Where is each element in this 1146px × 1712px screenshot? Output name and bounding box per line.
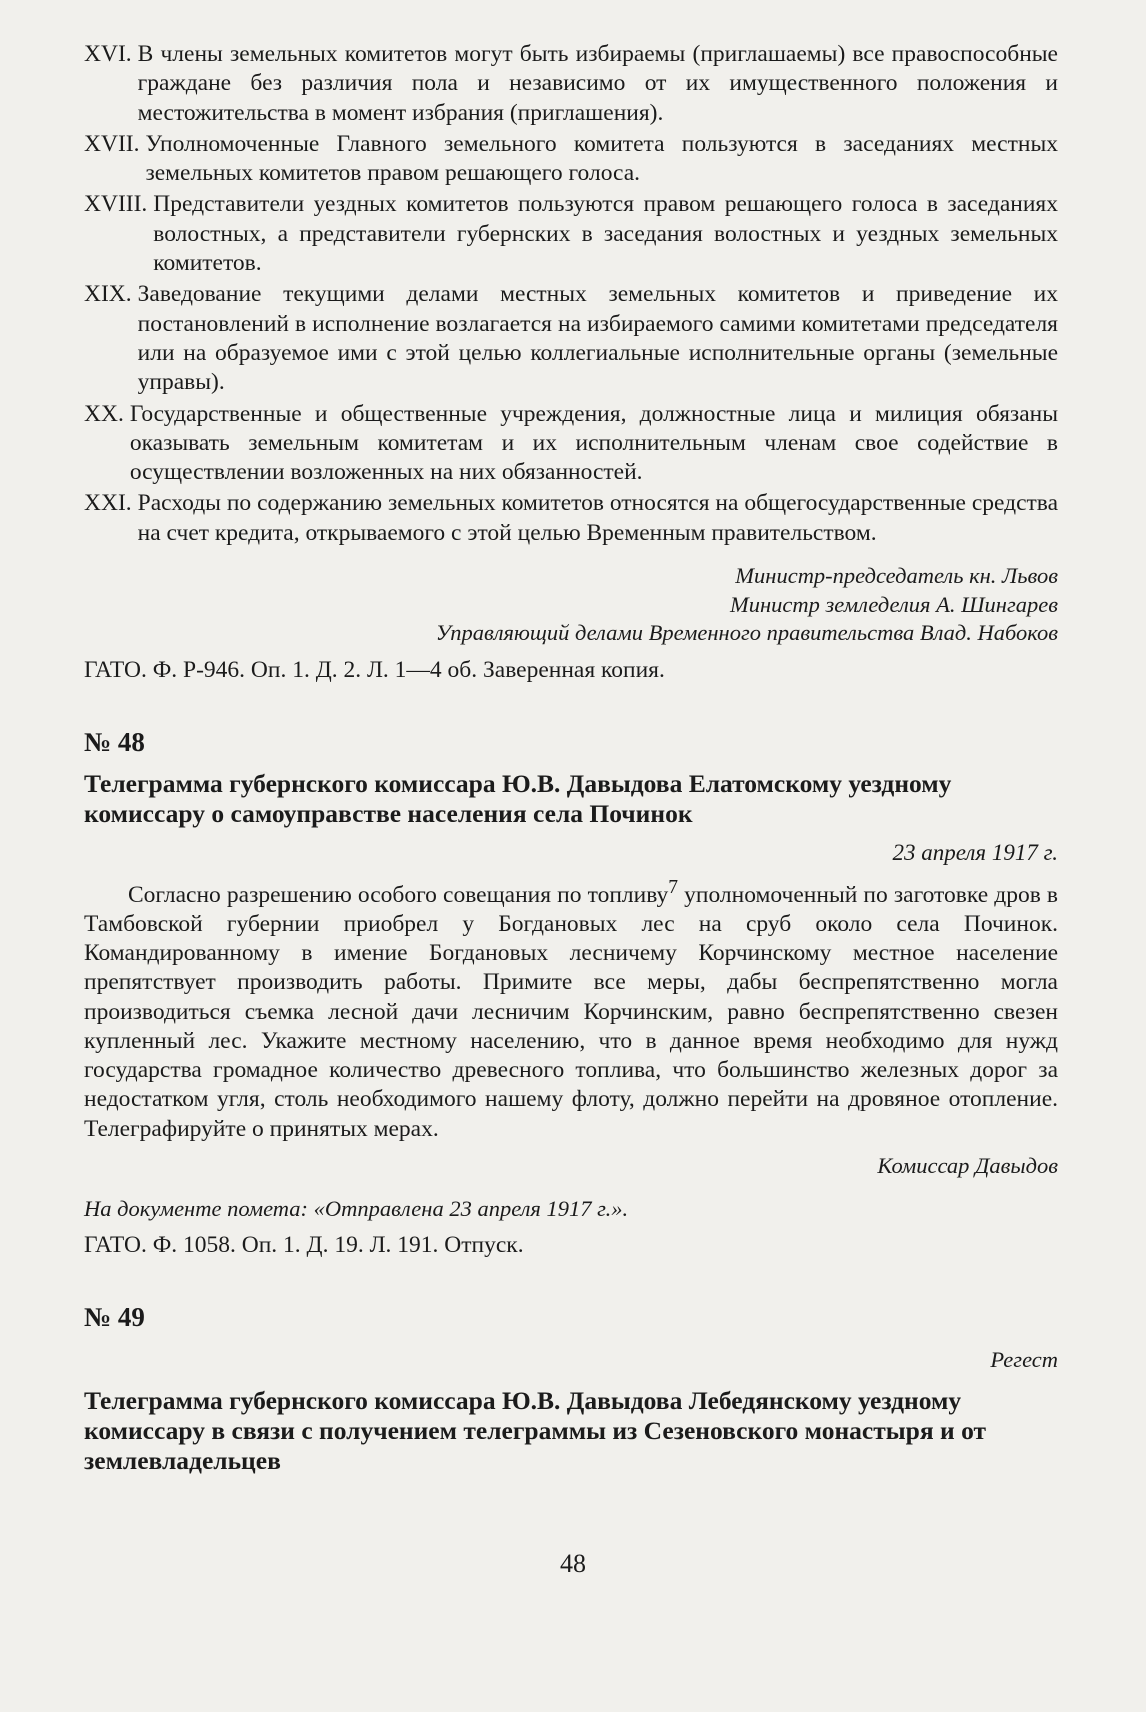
document-title: Телеграмма губернского комиссара Ю.В. Давыдова Елатомскому уездному комиссару о самоуправстве населения села Починок	[84, 768, 952, 828]
page-number: 48	[560, 1549, 586, 1578]
body-text-end: уполномоченный по заготовке дров в Тамбовской губернии приобрел у Богдановых лес на сруб около села Починок. Командированному в имение Богдановых лесничему Корчинскому местное население препятствует производить работы. Примите все меры, дабы беспрепятственно могла производиться съемка лесной дачи лесничим Корчинским, равно беспрепятственно свезен купленный лес. Укажите местному населению, что в данное время необходимо для нужд государства громадное количество древесного топлива, что большинство железных дорог за недостатком угля, столь необходимого нашему флоту, должно перейти на дровяное отопление. Телеграфируйте о принятых мерах.	[84, 881, 1058, 1142]
archive-source: ГАТО. Ф. Р-946. Оп. 1. Д. 2. Л. 1—4 об. Заверенная копия.	[84, 656, 665, 683]
article-number: XVI.	[84, 41, 132, 67]
document-note: На документе помета: «Отправлена 23 апреля 1917 г.».	[84, 1195, 629, 1221]
signature-prime-minister: Министр-председатель кн. Львов	[735, 563, 1058, 589]
article-text: Государственные и общественные учреждения, должностные лица и милиция обязаны оказывать земельным комитетам и их исполнительным членам свое содействие в осуществлении возложенных на них обязанностей.	[129, 400, 1058, 486]
footnote-marker: 7	[668, 876, 679, 898]
article-number: XX.	[84, 400, 124, 427]
article-number: XVIII.	[84, 191, 148, 218]
document-body	[84, 873, 1058, 1145]
article-text: Заведование текущими делами местных земельных комитетов и приведение их постановлений в исполнение возлагается на избираемого самими комитетами председателя или на образуемое ими с этой целью коллегиальные исполнительные органы (земельные управы).	[137, 281, 1058, 396]
article-19	[84, 280, 1058, 397]
document-number: № 49	[84, 1301, 145, 1332]
document-date: 23 апреля 1917 г.	[892, 839, 1058, 865]
body-text-start: Согласно разрешению особого совещания по топливу	[128, 881, 669, 908]
article-number: XVII.	[84, 130, 140, 157]
page-content	[84, 40, 1058, 1476]
archive-source: ГАТО. Ф. 1058. Оп. 1. Д. 19. Л. 191. Отпуск.	[84, 1231, 524, 1258]
signature-commissar: Комиссар Давыдов	[877, 1153, 1058, 1179]
article-text: Расходы по содержанию земельных комитетов относятся на общегосударственные средства на счет кредита, открываемого с этой целью Временным правительством.	[137, 490, 1058, 546]
article-text: Уполномоченные Главного земельного комитета пользуются в заседаниях местных земельных комитетов правом решающего голоса.	[145, 130, 1058, 187]
article-17	[84, 130, 1058, 189]
signature-chief-of-affairs: Управляющий делами Временного правительства Влад. Набоков	[435, 620, 1058, 646]
article-16	[84, 40, 1058, 128]
signature-agriculture-minister: Министр земледелия А. Шингарев	[729, 591, 1058, 617]
document-number: № 48	[84, 726, 145, 757]
article-21	[84, 489, 1058, 548]
article-number: XXI.	[84, 490, 132, 517]
document-title: Телеграмма губернского комиссара Ю.В. Давыдова Лебедянскому уездному комиссару в связи с получением телеграммы из Сезеновского монастыря и от землевладельцев	[84, 1385, 987, 1475]
article-20	[84, 400, 1058, 488]
regest-label: Регест	[990, 1346, 1058, 1372]
article-number: XIX.	[84, 281, 132, 308]
article-18	[84, 190, 1058, 278]
article-text: Представители уездных комитетов пользуются правом решающего голоса в заседаниях волостных, а представители губернских в заседания волостных и уездных земельных комитетов.	[153, 191, 1058, 277]
article-text: В члены земельных комитетов могут быть избираемы (приглашаемы) все правоспособные граждане без различия пола и независимо от их имущественного положения и местожительства в момент избрания (приглашения).	[137, 41, 1058, 126]
